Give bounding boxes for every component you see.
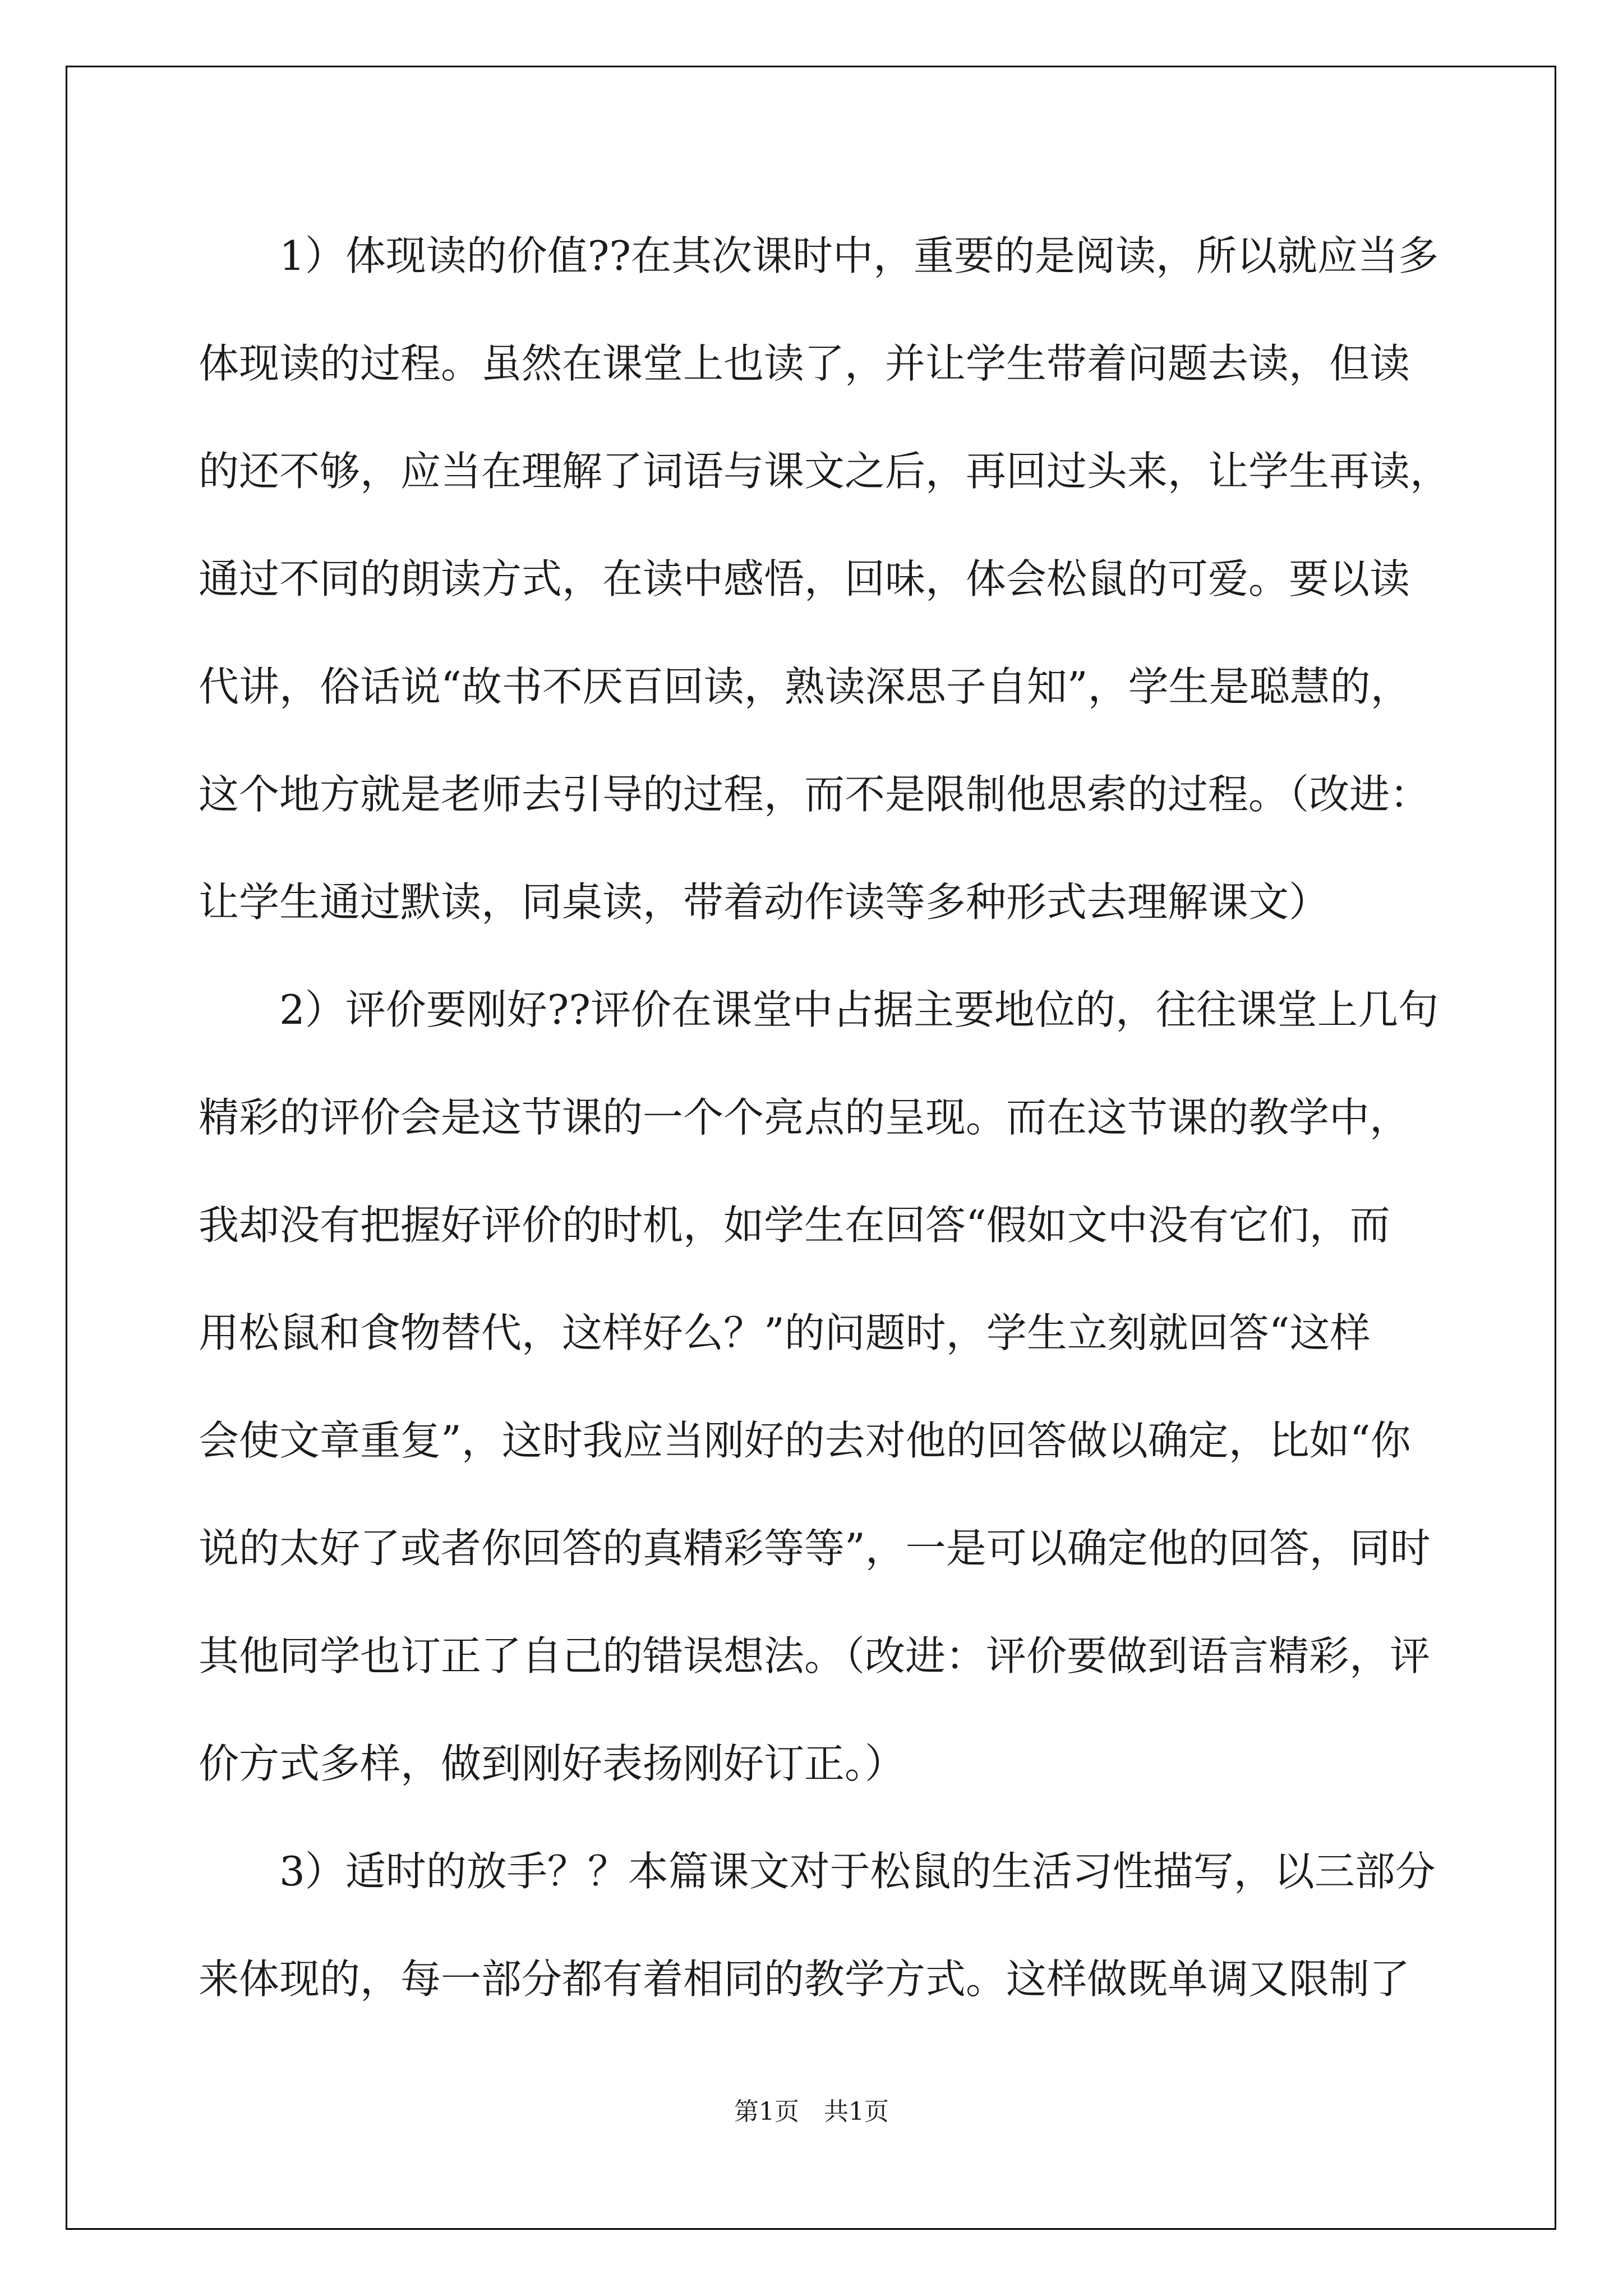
text-line: 体现读的过程。虽然在课堂上也读了，并让学生带着问题去读，但读 — [199, 340, 1410, 387]
text-line: 其他同学也订正了自己的错误想法。（改进：评价要做到语言精彩，评 — [199, 1632, 1431, 1680]
text-line: 用松鼠和食物替代，这样好么？”的问题时，学生立刻就回答“这样 — [199, 1309, 1371, 1356]
text-line: 我却没有把握好评价的时机，如学生在回答“假如文中没有它们，而 — [199, 1202, 1390, 1249]
text-line: 2）评价要刚好??评价在课堂中占据主要地位的，往往课堂上几句 — [199, 986, 1439, 1033]
body-text — [199, 202, 1451, 2033]
text-line: 价方式多样，做到刚好表扬刚好订正。） — [199, 1740, 906, 1787]
text-line: 说的太好了或者你回答的真精彩等等”，一是可以确定他的回答，同时 — [199, 1525, 1431, 1572]
text-line: 通过不同的朗读方式，在读中感悟，回味，体会松鼠的可爱。要以读 — [199, 555, 1410, 602]
text-line: 代讲，俗话说“故书不厌百回读，熟读深思子自知”，学生是聪慧的， — [199, 663, 1411, 710]
text-line: 会使文章重复”，这时我应当刚好的去对他的回答做以确定，比如“你 — [199, 1417, 1411, 1464]
text-line: 这个地方就是老师去引导的过程，而不是限制他思索的过程。（改进： — [199, 771, 1431, 818]
text-line: 让学生通过默读，同桌读，带着动作读等多种形式去理解课文） — [199, 878, 1330, 926]
page-number-footer: 第1页 共1页 — [734, 2097, 889, 2126]
text-line: 的还不够，应当在理解了词语与课文之后，再回过头来，让学生再读， — [199, 448, 1451, 495]
text-line: 精彩的评价会是这节课的一个个亮点的呈现。而在这节课的教学中， — [199, 1094, 1410, 1141]
text-line: 来体现的，每一部分都有着相同的教学方式。这样做既单调又限制了 — [199, 1955, 1410, 2003]
text-line: 1）体现读的价值??在其次课时中，重要的是阅读，所以就应当多 — [199, 232, 1439, 279]
text-line: 3）适时的放手？？本篇课文对于松鼠的生活习性描写，以三部分 — [199, 1848, 1436, 1895]
